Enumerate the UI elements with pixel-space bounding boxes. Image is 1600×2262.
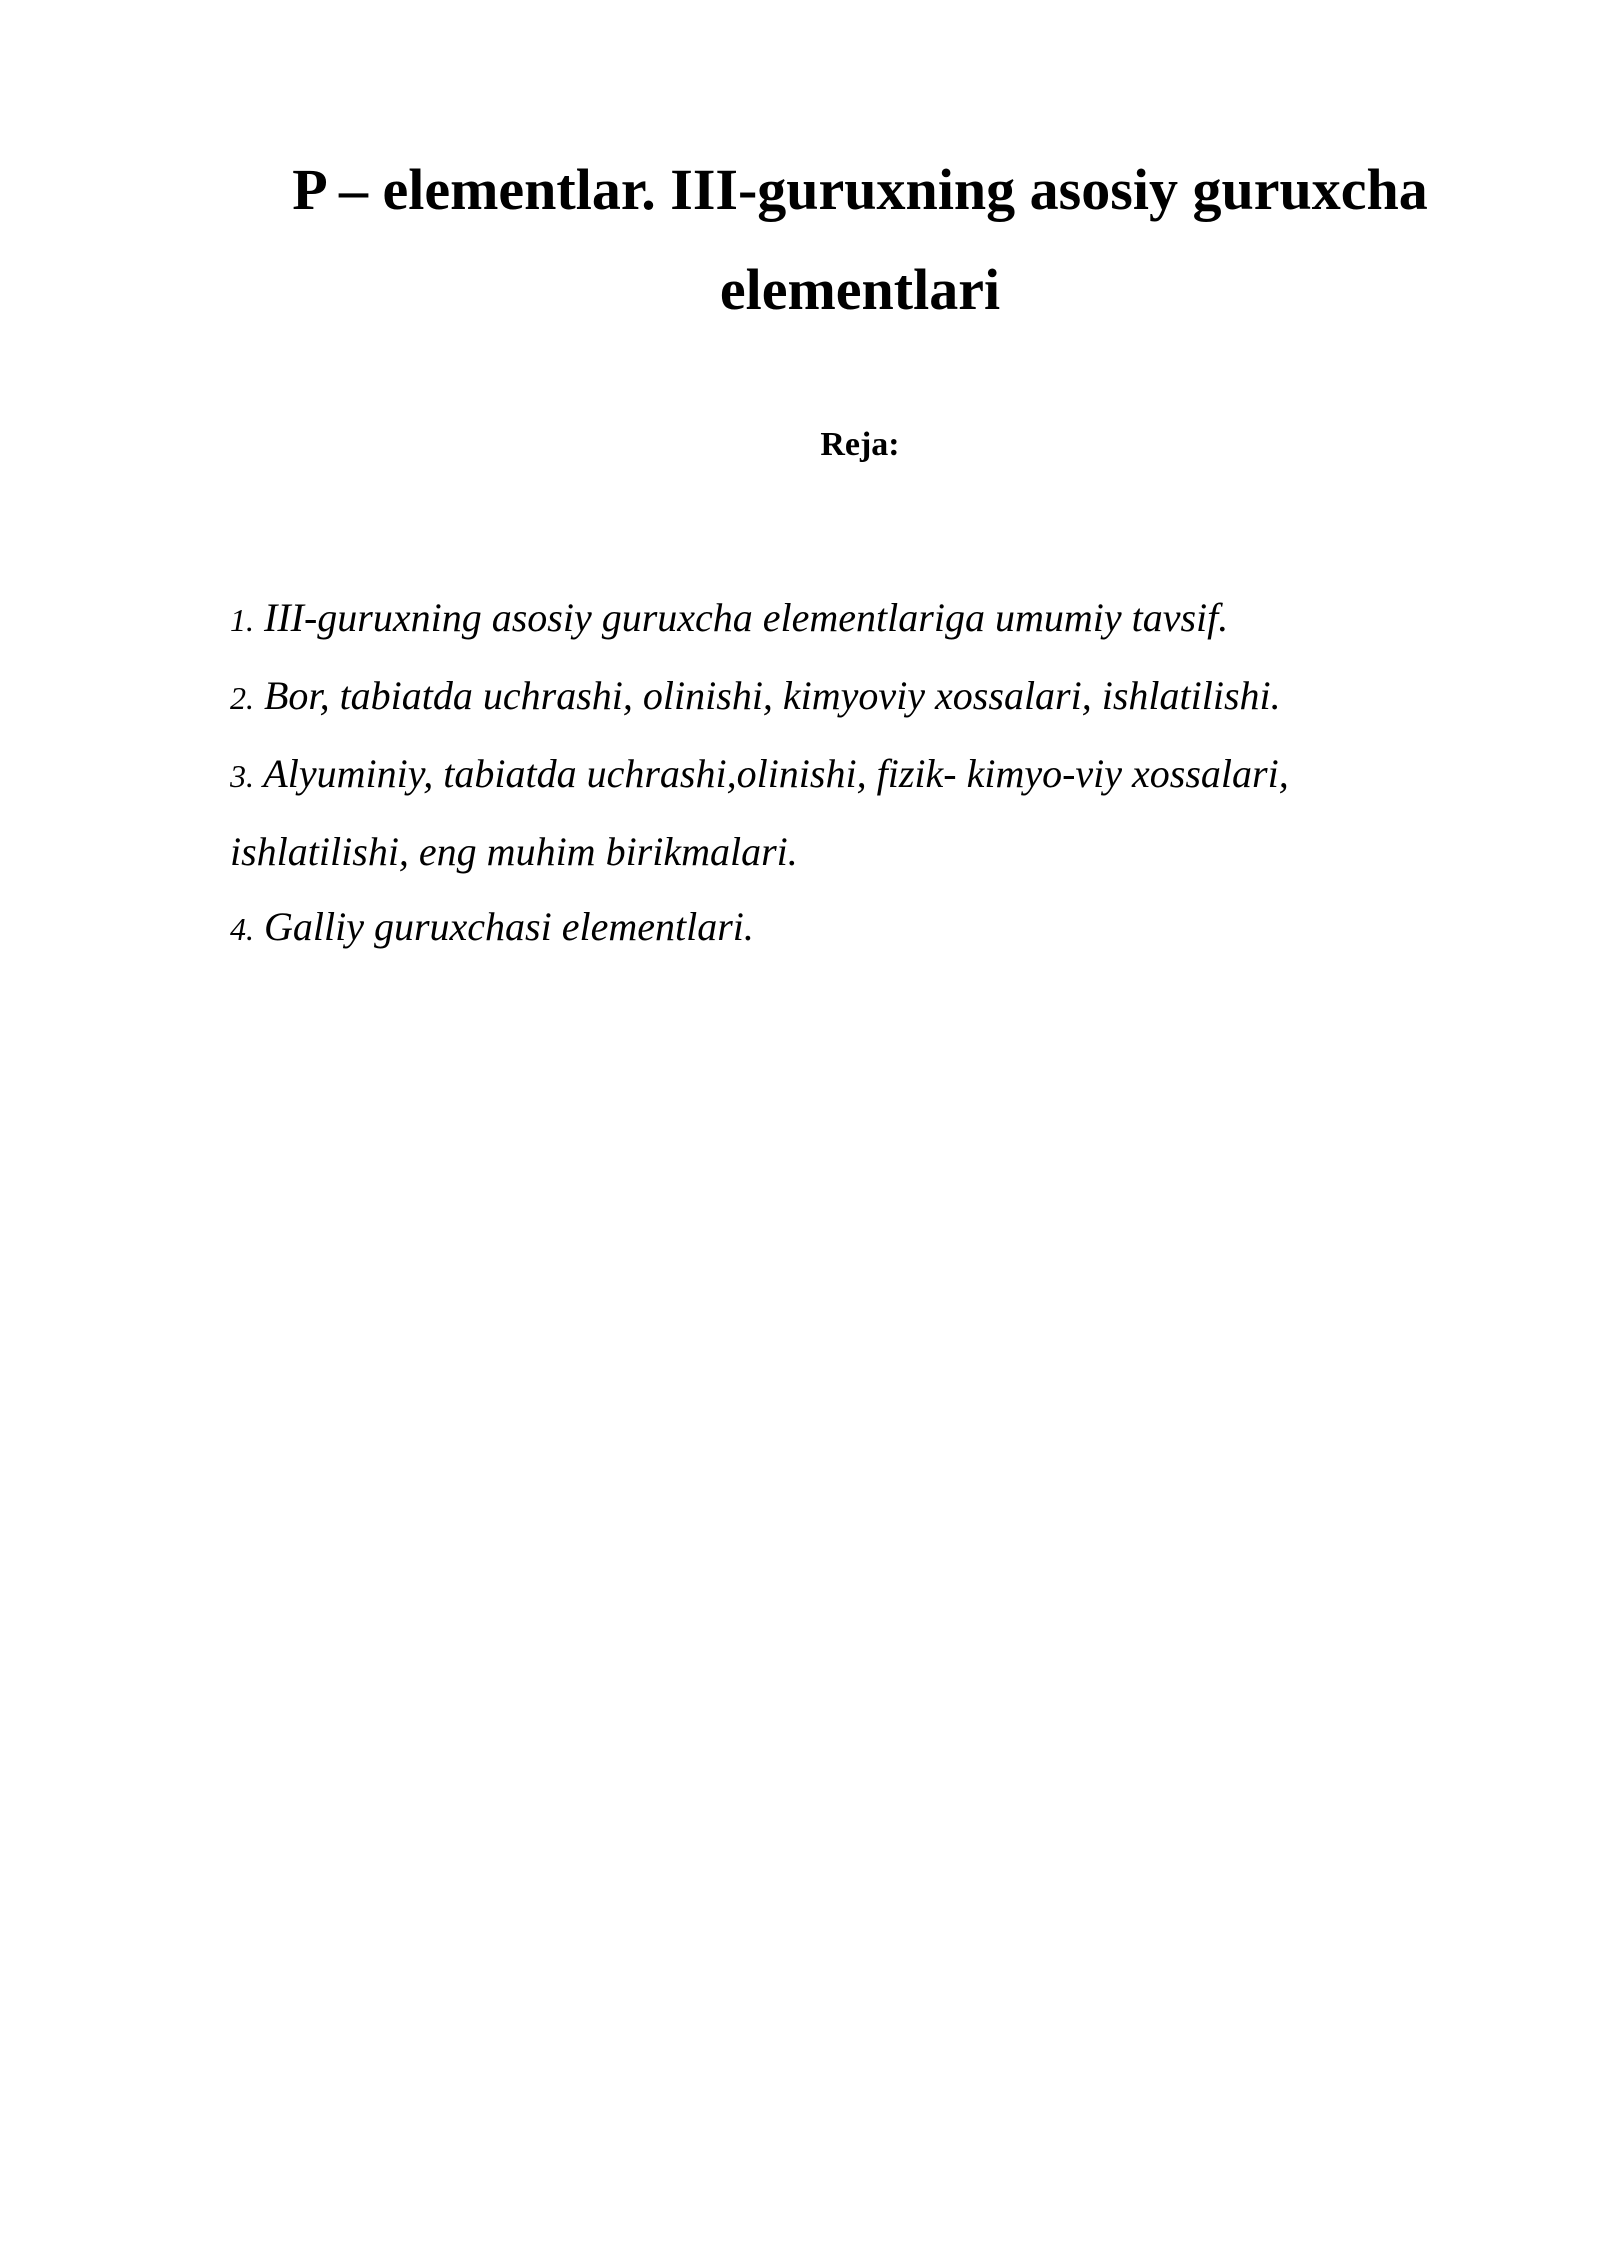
plan-item-number: 3.: [230, 758, 254, 794]
plan-item-number: 4.: [230, 911, 254, 947]
document-title: P – elementlar. III-guruxning asosiy guruxcha elementlari: [292, 157, 1428, 322]
plan-item: [230, 658, 1410, 736]
plan-item-text: Galliy guruxchasi elementlari.: [264, 904, 754, 949]
plan-item-number: 2.: [230, 680, 254, 716]
plan-item: [230, 580, 1410, 658]
plan-item: [230, 889, 1410, 967]
plan-item-text: III-guruxning asosiy guruxcha elementlariga umumiy tavsif.: [264, 595, 1229, 640]
plan-heading: Reja:: [820, 426, 900, 463]
plan-item: [230, 736, 1410, 889]
plan-item-text: Bor, tabiatda uchrashi, olinishi, kimyoviy xossalari, ishlatilishi.: [264, 673, 1281, 718]
plan-item-text: Alyuminiy, tabiatda uchrashi,olinishi, fizik- kimyo-viy xossalari, ishlatilishi, eng muhim birikmalari.: [230, 751, 1289, 874]
plan-list: [230, 580, 1410, 967]
plan-item-number: 1.: [230, 602, 254, 638]
